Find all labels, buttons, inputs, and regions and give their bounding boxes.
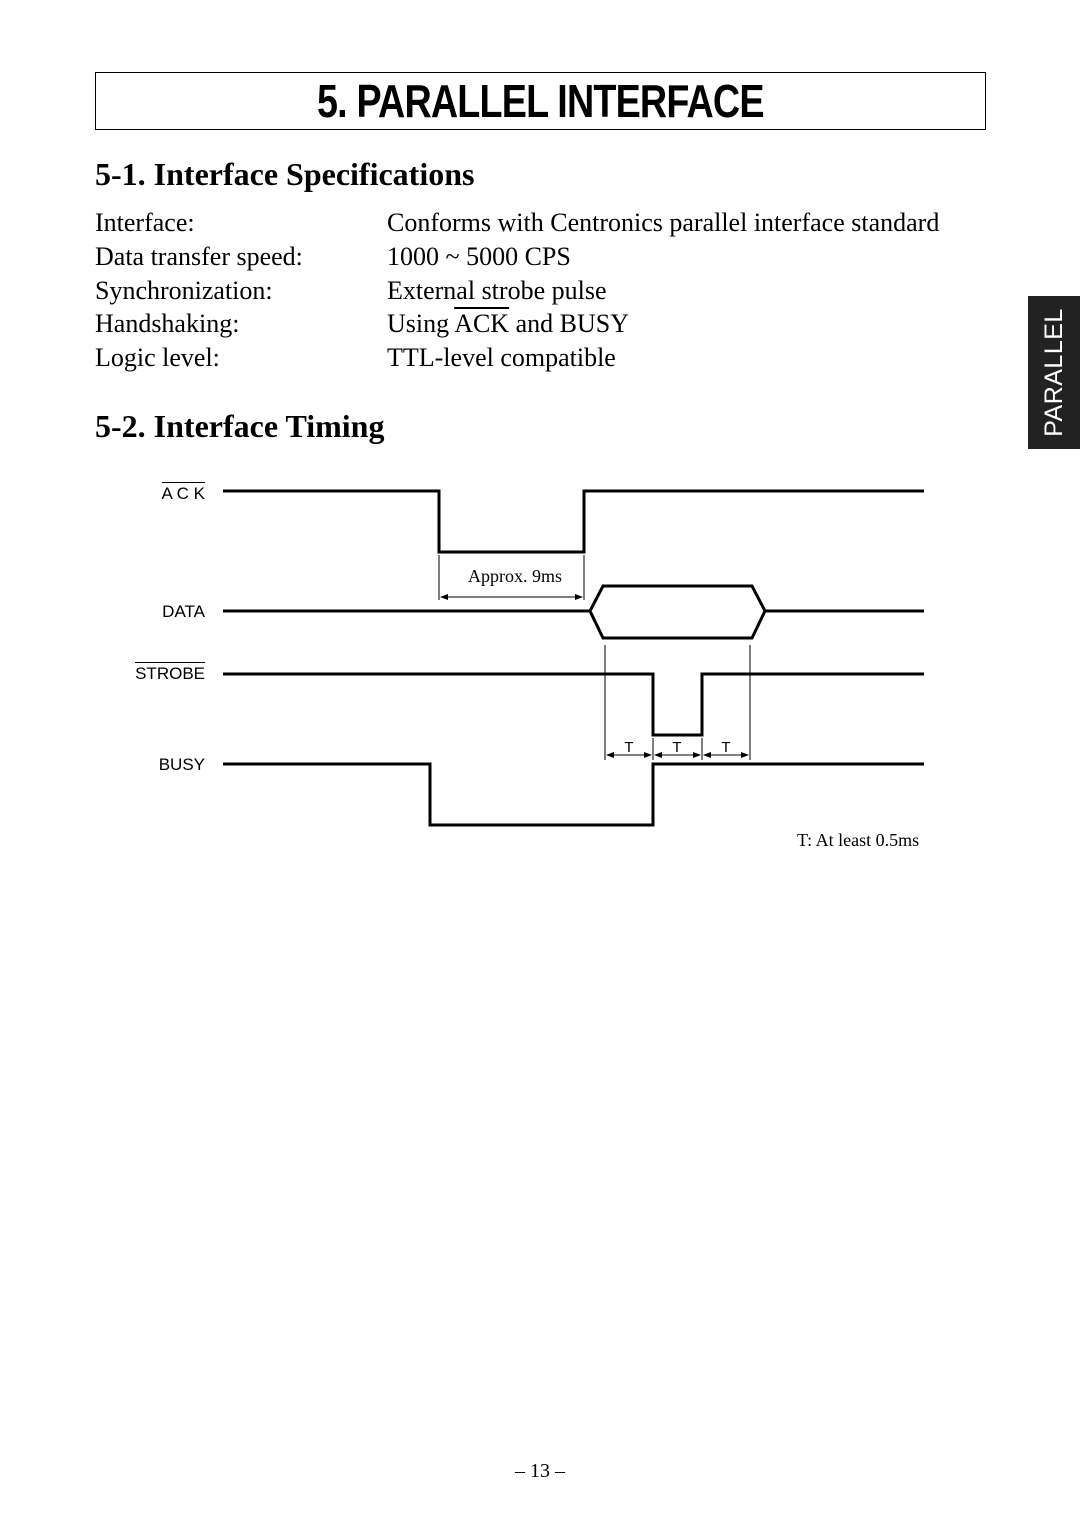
- data-valid-window: [590, 586, 765, 638]
- spec-value: TTL-level compatible: [387, 343, 616, 372]
- approx-label: Approx. 9ms: [468, 566, 562, 586]
- signal-label-data: DATA: [162, 602, 205, 621]
- timing-note: T: At least 0.5ms: [797, 830, 920, 850]
- spec-value: External strobe pulse: [387, 276, 607, 305]
- spec-value-ack-overline: $\overline{ACK}$: [454, 309, 510, 338]
- signal-label-strobe: STROBE: [135, 664, 205, 683]
- spec-value-suffix: and BUSY: [509, 309, 629, 338]
- side-tab-label: PARALLEL: [1039, 308, 1068, 437]
- t-label-3: T: [721, 739, 731, 756]
- spec-label: Logic level:: [95, 343, 220, 372]
- spec-value-prefix: Using: [387, 309, 455, 338]
- strobe-waveform: [223, 674, 924, 735]
- ack-waveform: [223, 491, 924, 552]
- page-number: – 13 –: [515, 1460, 565, 1482]
- busy-waveform: [223, 764, 924, 825]
- signal-label-ack: A C K: [161, 484, 205, 503]
- section-heading-timing: 5-2. Interface Timing: [95, 408, 385, 444]
- section-heading-specifications: 5-1. Interface Specifications: [95, 156, 475, 192]
- signal-label-busy: BUSY: [158, 755, 205, 774]
- spec-label: Data transfer speed:: [95, 242, 303, 271]
- t-label-1: T: [624, 739, 634, 756]
- t-label-2: T: [672, 739, 682, 756]
- spec-label: Handshaking:: [95, 309, 240, 338]
- chapter-title: 5. PARALLEL INTERFACE: [317, 75, 764, 127]
- spec-label: Interface:: [95, 208, 195, 237]
- spec-label: Synchronization:: [95, 276, 273, 305]
- spec-value: 1000 ~ 5000 CPS: [387, 242, 571, 271]
- spec-value: Conforms with Centronics parallel interface standard: [387, 208, 940, 237]
